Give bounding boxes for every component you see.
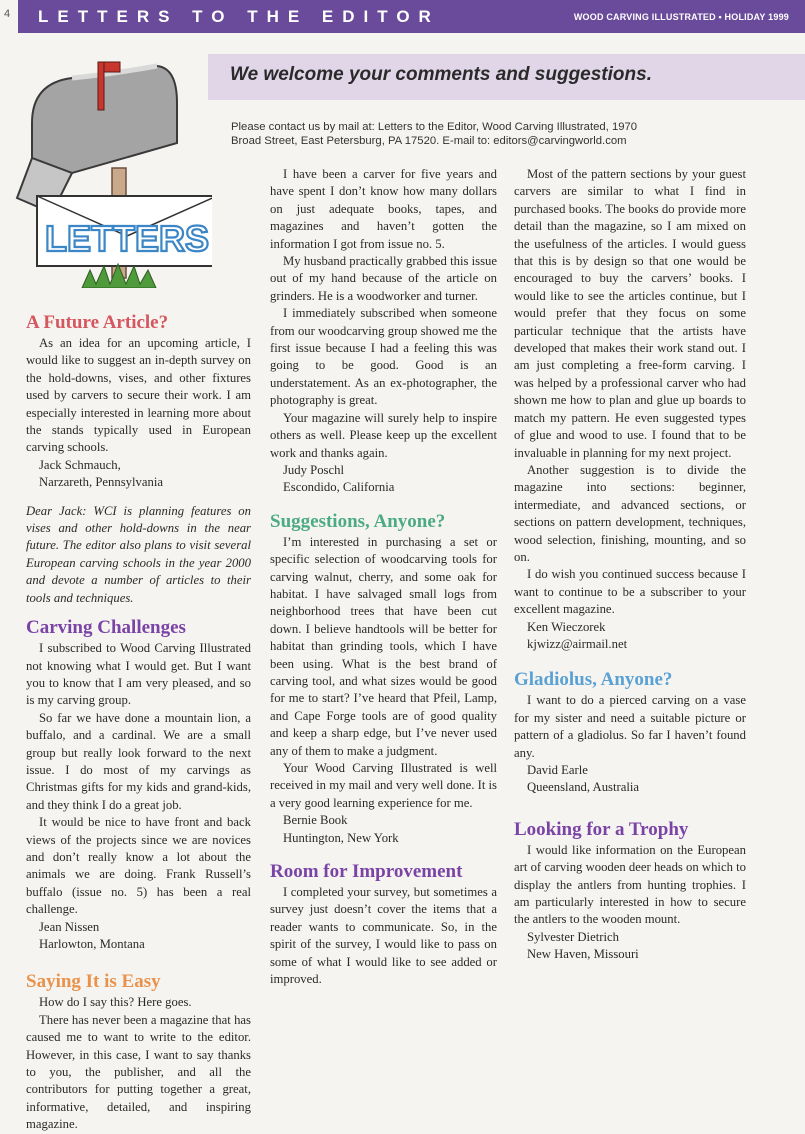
contact-line-1: Please contact us by mail at: Letters to the Editor, Wood Carving Illustrated, 1970 (231, 121, 638, 133)
letter-author: Judy Poschl (283, 462, 344, 477)
section-title: LETTERS TO THE EDITOR (38, 6, 440, 26)
letter-location: Narzareth, Pennsylvania (39, 475, 164, 490)
heading-future-article: A Future Article? (26, 312, 169, 333)
letter-author: David Earle (527, 763, 588, 777)
letter-paragraph: I subscribed to Wood Carving Illustrated not knowing what I would get. But I want you to know that I am very pleased, and so is my carving group. (26, 641, 251, 708)
letter-paragraph: I do wish you continued success because I want to continue to be a subscriber to your excellent magazine. (514, 567, 746, 617)
letter-location: Harlowton, Montana (39, 937, 145, 951)
letter-paragraph: Your Wood Carving Illustrated is well received in my mail and very well done. It is a very good learning experience for me. (270, 761, 497, 810)
heading-carving-challenges: Carving Challenges (26, 617, 186, 639)
letter-location: Queensland, Australia (527, 780, 640, 795)
letter-paragraph: I completed your survey, but sometimes a survey just doesn’t cover the items that a reader wants to communicate. So, in the spirit of the survey, I would like to pass on some of what I would like to see added or improved. (270, 885, 497, 987)
column-3 (514, 166, 746, 964)
contact-line-2: Broad Street, East Petersburg, PA 17520. E-mail to: editors@carvingworld.com (231, 135, 627, 147)
column-1 (26, 312, 251, 1134)
letter-author: Bernie Book (283, 813, 348, 828)
letter-author: Sylvester Dietrich (527, 929, 619, 944)
letter-author: Ken Wieczorek (527, 619, 606, 634)
header-bar (18, 0, 805, 33)
letter-paragraph: There has never been a magazine that has caused me to want to write to the editor. However, in this case, I want to say thanks to you, the publisher, and all the contributors for putting together a great, informative, detailed, and inspiring magazine. (26, 1012, 251, 1132)
heading-room-for-improvement: Room for Improvement (270, 861, 463, 883)
letter-paragraph: Another suggestion is to divide the magazine into sections: beginner, intermediate, and advanced sections, or sections on pattern development, techniques, wood selection, finishing, mounting, and so on. (514, 462, 746, 564)
letter-paragraph: Most of the pattern sections by your guest carvers are similar to what I find in purchased books. The books do provide more detail than the magazine, so I am mixed on the usefulness of the articles. I would guess that this is by design so that one would be encouraged to buy the carvers’ books. I would like to see the articles continue, but I would prefer that they focus on some particular technique that the artists have developed that makes their work stand out. I am just completing a free-form carving. I was helped by a professional carver who had shown me how to plan and glue up boards to match my pattern. He even suggested types of glue and wood to use. I found that to be invaluable in planning for my next project. (514, 167, 746, 460)
letter-location: New Haven, Missouri (527, 947, 639, 962)
letter-paragraph: I immediately subscribed when someone from our woodcarving group showed me the first issue because I had a feeling this was going to be good. Good is an understatement. As an ex-photographer, the photography is great. (270, 306, 497, 408)
letter-body: I would like information on the European art of carving wooden deer heads on which to display the antlers from hunting trophies. I am particularly interested in how to secure the antlers to the wooden mount. (514, 842, 746, 927)
heading-saying-it-is-easy: Saying It is Easy (26, 971, 161, 993)
letter-location: Huntington, New York (283, 830, 399, 845)
editor-reply: Dear Jack: WCI is planning features on vises and other hold-downs in the near future. The editor also plans to visit several European carving schools in the year 2000 and devote a number of articles to their tools and techniques. (26, 503, 251, 605)
welcome-banner (208, 54, 805, 100)
letter-paragraph: Your magazine will surely help to inspire others as well. Please keep up the excellent work and thanks again. (270, 410, 497, 460)
welcome-tagline: We welcome your comments and suggestions. (230, 64, 652, 85)
column-2 (270, 166, 497, 988)
letter-author: Jean Nissen (39, 919, 100, 934)
heading-suggestions-anyone: Suggestions, Anyone? (270, 510, 446, 532)
page-number: 4 (4, 8, 11, 20)
letter-paragraph: I have been a carver for five years and have spent I don’t know how many dollars on just adequate books, tapes, and magazines and haven’t gotten the information I got from issue no. 5. (270, 167, 497, 251)
heading-looking-for-trophy: Looking for a Trophy (514, 818, 689, 840)
mailbox-letters-logo (12, 48, 212, 288)
publication-line: WOOD CARVING ILLUSTRATED • HOLIDAY 1999 (573, 11, 789, 22)
letter-body: As an idea for an upcoming article, I would like to suggest an in-depth survey on the hold-downs, vises, and other fixtures used by carvers to secure their work. I am especially interested in learning more about the stands typically used in European carving schools. (26, 336, 251, 455)
letter-body: I want to do a pierced carving on a vase for my sister and need a suitable picture or pattern of a gladiolus. So far I haven’t found any. (514, 693, 746, 760)
letter-paragraph: I’m interested in purchasing a set or specific selection of woodcarving tools for carving walnut, cherry, and some oak for habitat. I have salvaged small logs from neighborhood trees that have been cut down. I believe handtools will be better for habitat than grinding tools, which I have been using. What is the best brand of carving tool, and what sizes would be good for me to start? I’ve heard that Pfeil, Lamp, and Cape Forge tools are of good quality and keep a sharp edge, but I’ve never used any of them to make a judgment. (270, 534, 497, 758)
logo-text: LETTERS (44, 218, 210, 259)
letter-location: Escondido, California (283, 480, 395, 495)
heading-gladiolus-anyone: Gladiolus, Anyone? (514, 669, 673, 691)
letter-paragraph: How do I say this? Here goes. (39, 995, 192, 1010)
letter-paragraph: So far we have done a mountain lion, a buffalo, and a cardinal. We are a small group but really look forward to the next issue. I do most of my carvings as Christmas gifts for my kids and grand-kids, and they think I do a great job. (26, 710, 251, 812)
contact-info (231, 120, 671, 148)
letter-paragraph: My husband practically grabbed this issue out of my hand because of the article on grinders. He is a woodworker and turner. (270, 254, 497, 303)
letter-author: Jack Schmauch, (39, 457, 121, 472)
letter-paragraph: It would be nice to have front and back views of the projects since we are novices and don’t really know a lot about the animals we are doing. Frank Russell’s buffalo (issue no. 5) has been a real challenge. (26, 815, 251, 917)
letter-location: kjwizz@airmail.net (527, 636, 628, 651)
